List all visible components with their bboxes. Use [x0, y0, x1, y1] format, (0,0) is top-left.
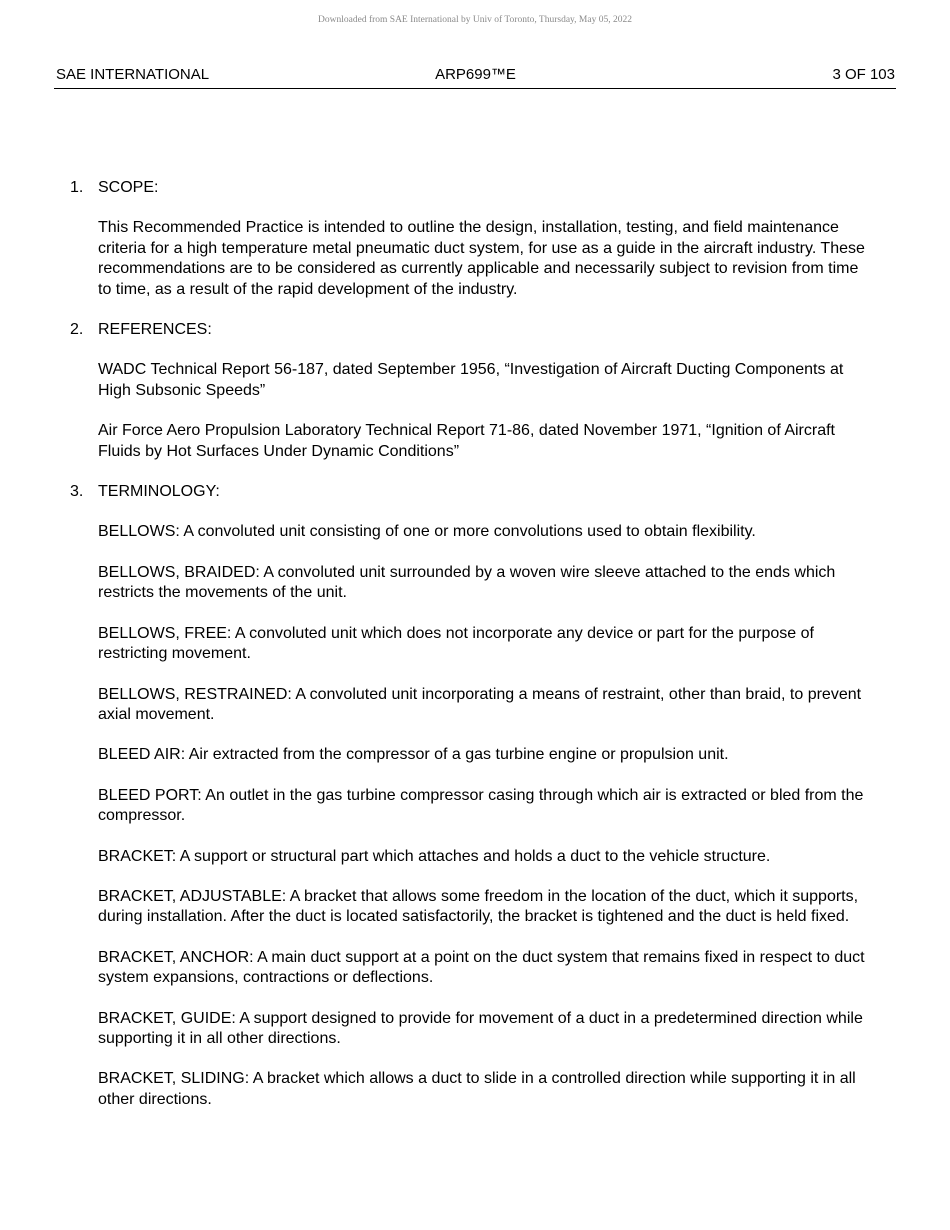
term-definition: BELLOWS, RESTRAINED: A convoluted unit incorporating a means of restraint, other than braid, to prevent axial movement. — [98, 685, 862, 723]
header-rule — [54, 88, 896, 89]
term-definition: BELLOWS: A convoluted unit consisting of one or more convolutions used to obtain flexibility. — [98, 523, 756, 541]
section-heading — [70, 178, 870, 198]
section-number: 2. — [70, 321, 84, 339]
section-title: SCOPE: — [98, 179, 159, 196]
reference-item: Air Force Aero Propulsion Laboratory Technical Report 71-86, dated November 1971, “Ignition of Aircraft Fluids by Hot Surfaces Under Dynamic Conditions” — [98, 422, 835, 460]
term-definition: BLEED PORT: An outlet in the gas turbine compressor casing through which air is extracted or bled from the compressor. — [98, 786, 864, 825]
section-title: TERMINOLOGY: — [98, 483, 220, 501]
section-title: REFERENCES: — [98, 321, 212, 339]
term-definition: BLEED AIR: Air extracted from the compressor of a gas turbine engine or propulsion unit. — [98, 746, 729, 764]
header-doc-id: ARP699™E — [435, 66, 516, 83]
term-definition: BRACKET, ADJUSTABLE: A bracket that allows some freedom in the location of the duct, which it supports, during installation. After the duct is located satisfactorily, the bracket is tightened and the duct is held fixed. — [98, 887, 859, 926]
paragraph: This Recommended Practice is intended to outline the design, installation, testing, and field maintenance criteria for a high temperature metal pneumatic duct system, for use as a guide in the aircraft industry. These recommendations are to be considered as currently applicable and necessarily subject to revision from time to time, as a result of the rapid development of the industry. — [98, 219, 865, 298]
term-definition: BRACKET, SLIDING: A bracket which allows a duct to slide in a controlled direction while supporting it in all other directions. — [98, 1070, 856, 1108]
reference-item: WADC Technical Report 56-187, dated September 1956, “Investigation of Aircraft Ducting Components at High Subsonic Speeds” — [98, 361, 844, 399]
page-header — [56, 66, 895, 86]
document-body — [70, 178, 870, 1130]
section-scope — [70, 178, 870, 300]
download-watermark: Downloaded from SAE International by Univ of Toronto, Thursday, May 05, 2022 — [318, 15, 632, 25]
section-number: 1. — [70, 179, 84, 196]
term-definition: BELLOWS, BRAIDED: A convoluted unit surrounded by a woven wire sleeve attached to the ends which restricts the movements of the unit. — [98, 563, 836, 602]
section-heading — [70, 320, 870, 340]
term-definition: BELLOWS, FREE: A convoluted unit which does not incorporate any device or part for the purpose of restricting movement. — [98, 624, 814, 663]
header-org: SAE INTERNATIONAL — [56, 66, 210, 83]
section-heading — [70, 482, 870, 502]
section-number: 3. — [70, 483, 84, 501]
section-terminology — [70, 482, 870, 1110]
term-definition: BRACKET: A support or structural part which attaches and holds a duct to the vehicle structure. — [98, 847, 771, 865]
header-page-number: 3 OF 103 — [832, 66, 895, 83]
section-references — [70, 320, 870, 462]
term-definition: BRACKET, GUIDE: A support designed to provide for movement of a duct in a predetermined direction while supporting it in all other directions. — [98, 1009, 863, 1047]
term-definition: BRACKET, ANCHOR: A main duct support at a point on the duct system that remains fixed in respect to duct system expansions, contractions or deflections. — [98, 948, 865, 987]
